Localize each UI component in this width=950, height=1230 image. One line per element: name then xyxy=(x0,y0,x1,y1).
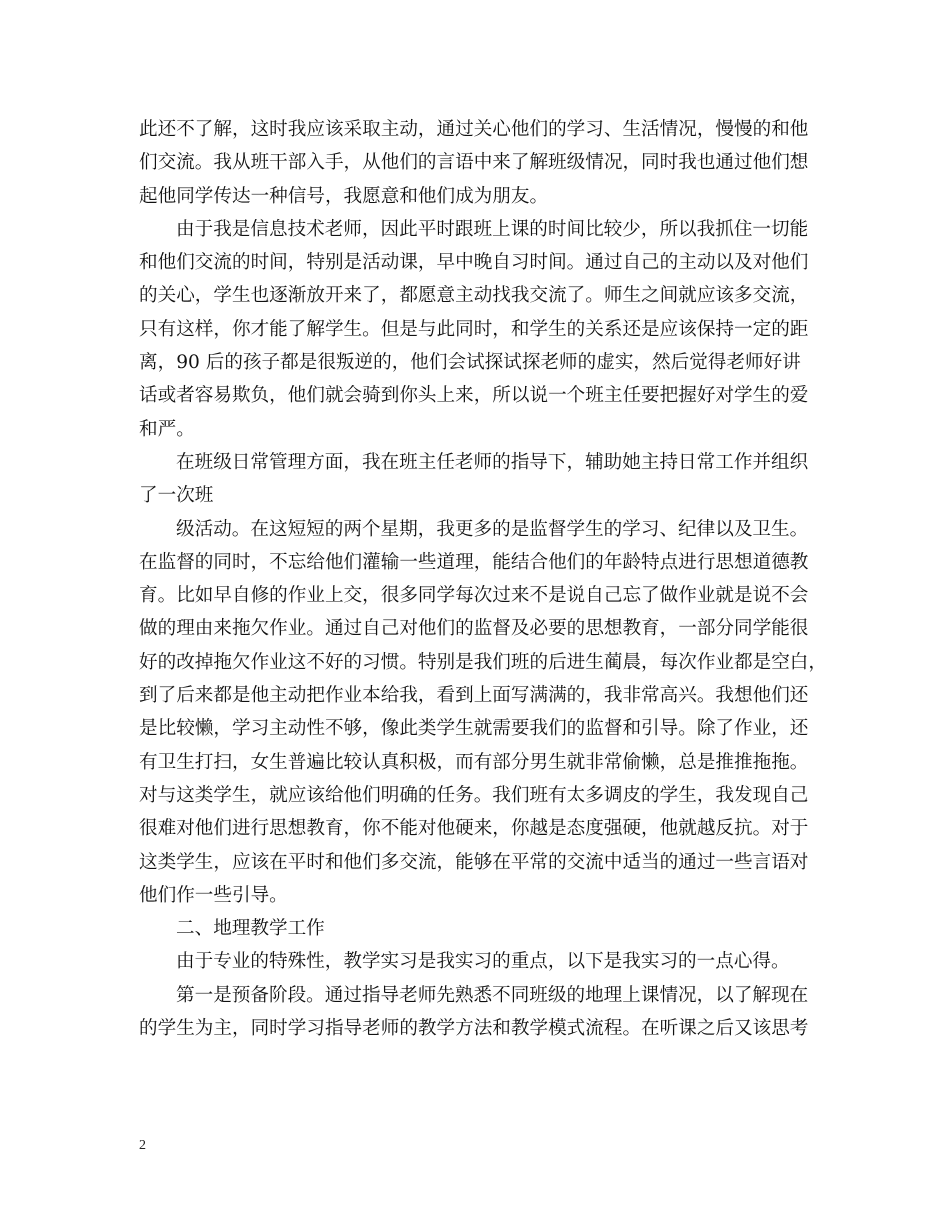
page-number: 2 xyxy=(139,1138,146,1153)
text-line: 的关心，学生也逐渐放开来了，都愿意主动找我交流了。师生之间就应该多交流， xyxy=(139,285,809,307)
text-line: 此还不了解，这时我应该采取主动，通过关心他们的学习、生活情况，慢慢的和他 xyxy=(139,119,809,140)
text-line: 这类学生，应该在平时和他们多交流，能够在平常的交流中适当的通过一些言语对 xyxy=(139,851,809,873)
paragraph-start: 在班级日常管理方面，我在班主任老师的指导下，辅助她主持日常工作并组织 xyxy=(176,451,809,473)
text-line: 的学生为主，同时学习指导老师的教学方法和教学模式流程。在听课之后又该思考 xyxy=(139,1018,809,1040)
text-line: 和严。 xyxy=(139,418,195,440)
text-line: 育。比如早自修的作业上交，很多同学每次过来不是说自己忘了做作业就是说不会 xyxy=(139,585,809,607)
text-line: 和他们交流的时间，特别是活动课，早中晚自习时间。通过自己的主动以及对他们 xyxy=(139,252,809,274)
text-line: 好的改掉拖欠作业这不好的习惯。特别是我们班的后进生蔺晨，每次作业都是空白， xyxy=(139,651,827,673)
text-line: 有卫生打扫，女生普遍比较认真积极，而有部分男生就非常偷懒，总是推推拖拖。 xyxy=(139,751,809,773)
section-heading: 二、地理教学工作 xyxy=(176,918,325,940)
text-line: 对与这类学生，就应该给他们明确的任务。我们班有太多调皮的学生，我发现自己 xyxy=(139,784,809,806)
text-line: 只有这样，你才能了解学生。但是与此同时，和学生的关系还是应该保持一定的距 xyxy=(139,318,809,340)
paragraph-start: 第一是预备阶段。通过指导老师先熟悉不同班级的地理上课情况，以了解现在 xyxy=(176,984,809,1006)
paragraph-start: 由于我是信息技术老师，因此平时跟班上课的时间比较少，所以我抓住一切能 xyxy=(176,218,809,240)
text-line: 话或者容易欺负，他们就会骑到你头上来，所以说一个班主任要把握好对学生的爱 xyxy=(139,385,809,407)
text-line: 他们作一些引导。 xyxy=(139,884,288,906)
paragraph-start: 由于专业的特殊性，教学实习是我实习的重点，以下是我实习的一点心得。 xyxy=(176,951,790,973)
body-text xyxy=(139,113,829,1045)
text-line: 在监督的同时，不忘给他们灌输一些道理，能结合他们的年龄特点进行思想道德教 xyxy=(139,551,809,573)
text-line: 离，90 后的孩子都是很叛逆的，他们会试探试探老师的虚实，然后觉得老师好讲 xyxy=(139,352,801,374)
text-line: 很难对他们进行思想教育，你不能对他硬来，你越是态度强硬，他就越反抗。对于 xyxy=(139,818,809,840)
text-line: 们交流。我从班干部入手，从他们的言语中来了解班级情况，同时我也通过他们想 xyxy=(139,152,809,174)
text-line: 了一次班 xyxy=(139,485,214,507)
text-line: 是比较懒，学习主动性不够，像此类学生就需要我们的监督和引导。除了作业，还 xyxy=(139,718,809,740)
paragraph-start: 级活动。在这短短的两个星期，我更多的是监督学生的学习、纪律以及卫生。 xyxy=(176,518,809,540)
text-line: 起他同学传达一种信号，我愿意和他们成为朋友。 xyxy=(139,185,549,207)
text-line: 做的理由来拖欠作业。通过自己对他们的监督及必要的思想教育，一部分同学能很 xyxy=(139,618,809,640)
text-line: 到了后来都是他主动把作业本给我，看到上面写满满的，我非常高兴。我想他们还 xyxy=(139,685,809,707)
